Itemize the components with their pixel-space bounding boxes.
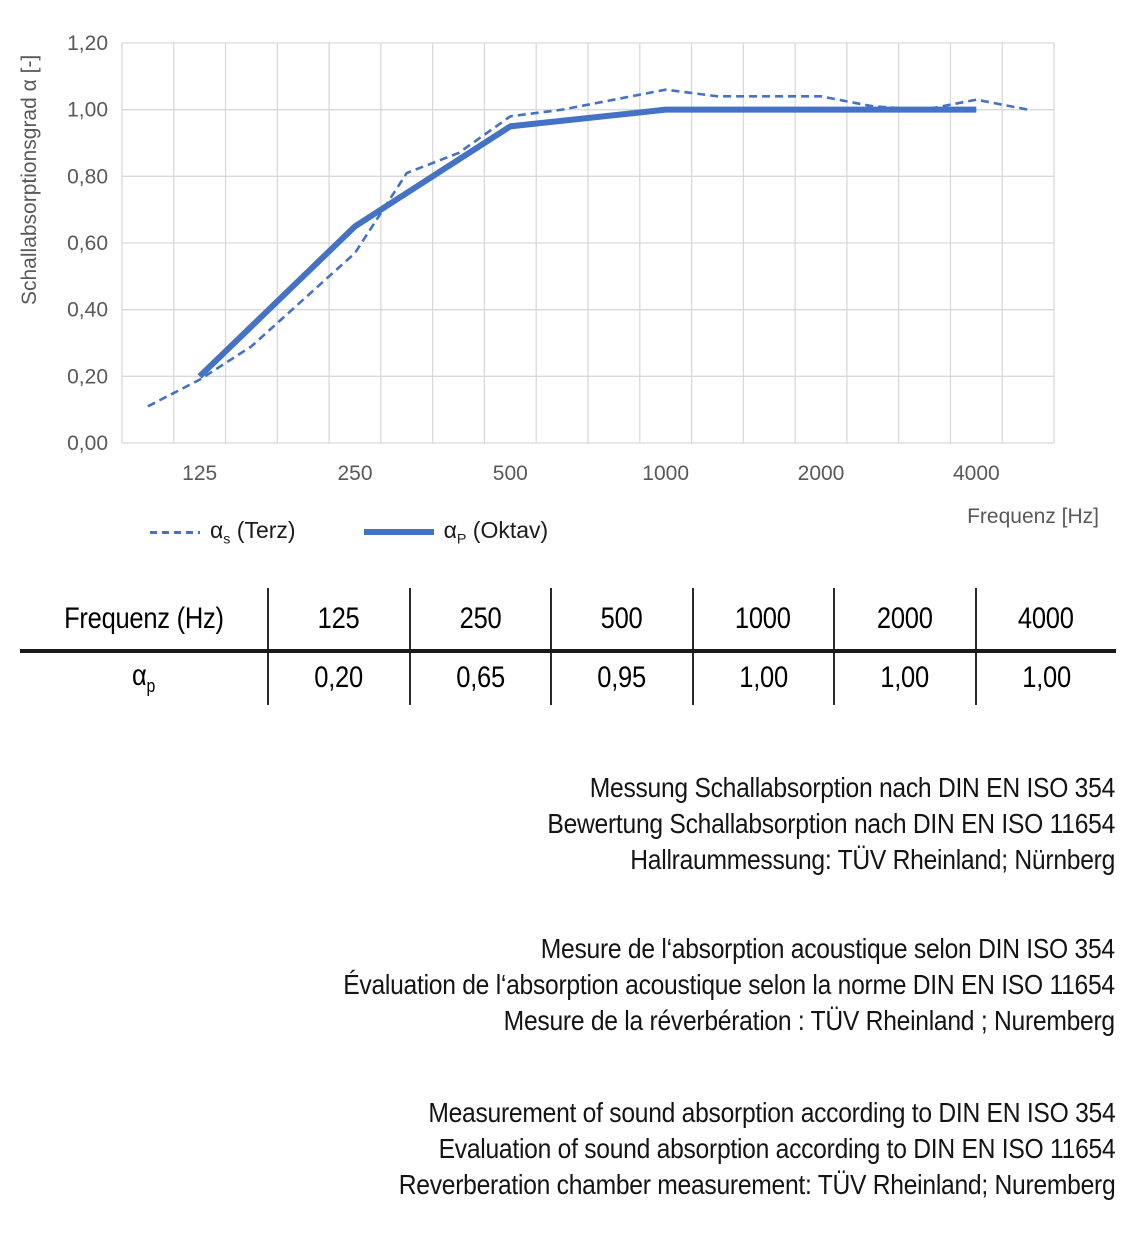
x-tick-label: 125	[182, 462, 218, 485]
y-tick-label: 0,20	[67, 365, 108, 389]
alpha-symbol: α	[210, 517, 224, 543]
solid-line-sample-icon	[364, 529, 434, 535]
alpha-symbol: α	[131, 658, 147, 692]
x-tick-label: 500	[492, 462, 528, 485]
table-value-cell: 1,00	[692, 650, 834, 705]
alpha-subscript: s	[223, 531, 231, 548]
table-value-cell: 1,00	[833, 650, 975, 705]
table-divider	[20, 649, 1116, 653]
table-value-cell: 0,95	[550, 650, 692, 705]
x-tick-label: 2000	[797, 462, 845, 485]
legend-label-oktav	[444, 517, 549, 548]
y-tick-label: 1,00	[67, 98, 108, 122]
legend-text: (Terz)	[230, 517, 296, 543]
note-line: Bewertung Schallabsorption nach DIN EN ISO 11654	[547, 808, 1115, 839]
note-line: Hallraummessung: TÜV Rheinland; Nürnberg	[630, 844, 1115, 875]
table-header-cell: 1000	[692, 588, 834, 650]
note-line: Evaluation of sound absorption according to DIN EN ISO 11654	[438, 1133, 1115, 1164]
absorption-table	[20, 588, 1116, 705]
legend-item-terz	[150, 517, 296, 548]
absorption-chart	[0, 0, 1135, 500]
alpha-subscript: p	[146, 674, 156, 696]
x-tick-label: 4000	[952, 462, 1000, 485]
alpha-symbol: α	[443, 517, 457, 543]
note-line: Reverberation chamber measurement: TÜV Rheinland; Nuremberg	[398, 1169, 1115, 1200]
legend-text: (Oktav)	[466, 517, 549, 543]
note-line: Messung Schallabsorption nach DIN EN ISO 354	[589, 772, 1115, 803]
note-line: Mesure de l‘absorption acoustique selon DIN ISO 354	[540, 933, 1115, 964]
table-value-cell: 1,00	[975, 650, 1117, 705]
y-tick-label: 0,80	[67, 165, 108, 189]
x-axis-title: Frequenz [Hz]	[967, 505, 1099, 528]
table-header-cell: 250	[409, 588, 551, 650]
note-line: Évaluation de l‘absorption acoustique selon la norme DIN EN ISO 11654	[343, 969, 1115, 1000]
table-value-cell: 0,65	[409, 650, 551, 705]
table-header-cell: 500	[550, 588, 692, 650]
chart-legend	[150, 517, 548, 548]
x-tick-label: 1000	[642, 462, 690, 485]
y-tick-label: 0,00	[67, 432, 108, 455]
x-tick-label: 250	[337, 462, 373, 485]
note-french	[343, 931, 1115, 1039]
table-header-cell: 125	[267, 588, 409, 650]
table-row-label-alpha-p	[20, 650, 267, 705]
note-line: Mesure de la réverbération : TÜV Rheinland ; Nuremberg	[503, 1005, 1115, 1036]
legend-item-oktav	[364, 517, 549, 548]
legend-label-terz	[210, 517, 296, 548]
note-english	[398, 1095, 1115, 1203]
table-header-cell: 2000	[833, 588, 975, 650]
y-tick-label: 0,60	[67, 232, 108, 255]
table-header-cell: 4000	[975, 588, 1117, 650]
note-german	[547, 770, 1115, 878]
y-tick-label: 0,40	[67, 298, 108, 322]
y-axis-title: Schallabsorptionsgrad α [-]	[18, 54, 41, 305]
note-line: Measurement of sound absorption according to DIN EN ISO 354	[427, 1097, 1116, 1128]
dashed-line-sample-icon	[150, 531, 200, 534]
alpha-subscript: P	[456, 531, 467, 548]
table-header-frequency: Frequenz (Hz)	[63, 602, 224, 635]
table-value-cell: 0,20	[267, 650, 409, 705]
y-tick-label: 1,20	[67, 32, 108, 55]
